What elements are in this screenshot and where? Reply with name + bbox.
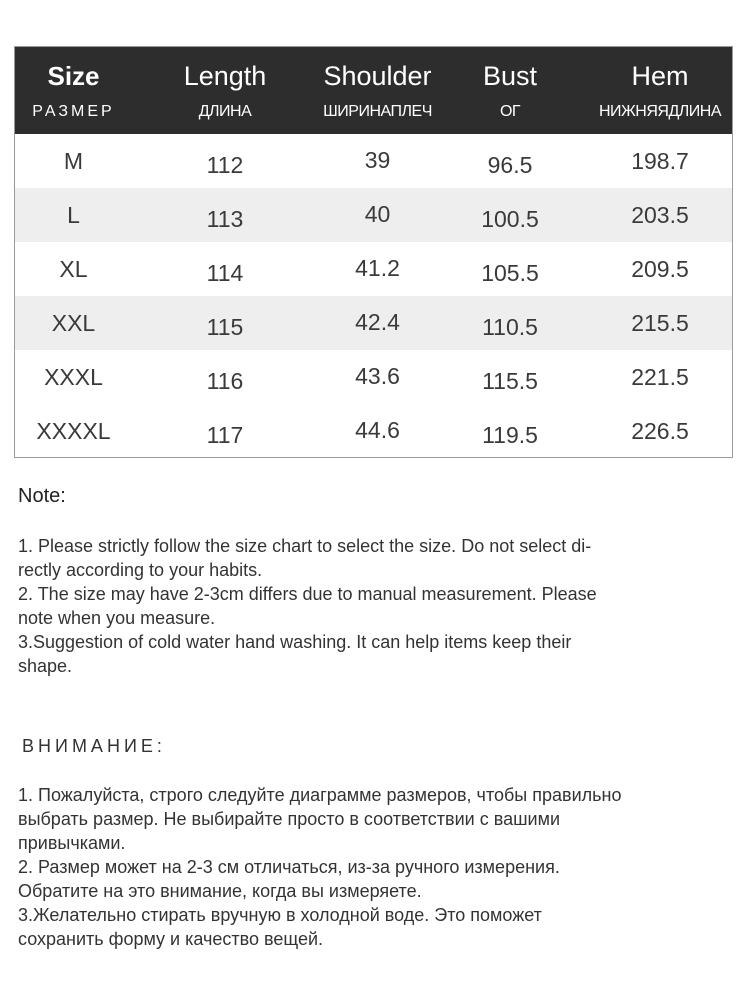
note-line: 1. Пожалуйста, строго следуйте диаграмме размеров, чтобы правильно [18, 785, 622, 805]
header-shoulder-ru: ШИРИНАПЛЕЧ [323, 103, 432, 120]
table-row [15, 134, 732, 188]
length-cell: 112 [206, 152, 244, 178]
note-line: Обратите на это внимание, когда вы измеряете. [18, 881, 422, 901]
length-cell: 114 [206, 260, 244, 286]
size-cell: XXXL [44, 364, 103, 390]
shoulder-cell: 40 [364, 201, 391, 227]
shoulder-cell: 44.6 [355, 417, 400, 443]
bust-cell: 119.5 [482, 422, 538, 448]
table-header [15, 47, 732, 134]
table-row [15, 350, 732, 404]
note-line: сохранить форму и качество вещей. [18, 929, 324, 949]
header-shoulder [315, 47, 440, 134]
bust-cell: 115.5 [482, 368, 538, 394]
header-length [170, 47, 280, 134]
header-size-en: Size [47, 61, 100, 91]
bust-cell: 96.5 [487, 152, 533, 178]
header-length-ru: ДЛИНА [198, 103, 252, 120]
note-title-en: Note: [18, 485, 66, 507]
note-line: 3.Желательно стирать вручную в холодной воде. Это поможет [18, 905, 542, 925]
note-line: rectly according to your habits. [18, 560, 263, 580]
shoulder-cell: 43.6 [355, 363, 400, 389]
hem-cell: 215.5 [631, 310, 689, 336]
bust-cell: 110.5 [482, 314, 538, 340]
size-cell: XXL [51, 310, 96, 336]
bust-cell: 100.5 [481, 206, 539, 232]
table-row [15, 296, 732, 350]
hem-cell: 221.5 [631, 364, 689, 390]
table-row [15, 404, 732, 458]
note-line: привычками. [18, 833, 126, 853]
hem-cell: 203.5 [631, 202, 689, 228]
note-body-ru [18, 783, 733, 951]
hem-cell: 226.5 [631, 418, 689, 444]
header-bust [455, 47, 565, 134]
length-cell: 113 [206, 206, 244, 232]
length-cell: 116 [206, 368, 244, 394]
note-title-ru: ВНИМАНИЕ: [22, 736, 166, 756]
table-row [15, 188, 732, 242]
header-shoulder-en: Shoulder [323, 61, 432, 91]
note-body-en [18, 534, 733, 678]
shoulder-cell: 39 [364, 147, 391, 173]
header-size-ru: РАЗМЕР [32, 103, 115, 120]
header-hem-ru: НИЖНЯЯДЛИНА [598, 103, 722, 120]
note-line: 3.Suggestion of cold water hand washing. It can help items keep their [18, 632, 572, 652]
header-hem [595, 47, 725, 134]
note-line: 2. The size may have 2-3cm differs due to manual measurement. Please [18, 584, 597, 604]
size-chart-table [14, 46, 733, 458]
header-length-en: Length [183, 61, 267, 91]
note-line: 2. Размер может на 2-3 см отличаться, из-за ручного измерения. [18, 857, 560, 877]
note-line: 1. Please strictly follow the size chart to select the size. Do not select di- [18, 536, 592, 556]
header-size [15, 47, 132, 134]
header-bust-en: Bust [482, 61, 538, 91]
table-row [15, 242, 732, 296]
length-cell: 117 [206, 422, 244, 448]
note-line: shape. [18, 656, 73, 676]
shoulder-cell: 42.4 [355, 309, 400, 335]
size-cell: XL [59, 256, 88, 282]
size-cell: L [67, 202, 80, 228]
header-hem-en: Hem [631, 61, 689, 91]
shoulder-cell: 41.2 [355, 255, 400, 281]
note-line: выбрать размер. Не выбирайте просто в соответствии с вашими [18, 809, 561, 829]
hem-cell: 209.5 [631, 256, 689, 282]
hem-cell: 198.7 [631, 148, 689, 174]
header-bust-ru: ОГ [499, 103, 521, 120]
length-cell: 115 [206, 314, 244, 340]
size-cell: XXXXL [36, 418, 111, 444]
note-line: note when you measure. [18, 608, 216, 628]
size-cell: M [63, 148, 84, 174]
bust-cell: 105.5 [481, 260, 539, 286]
